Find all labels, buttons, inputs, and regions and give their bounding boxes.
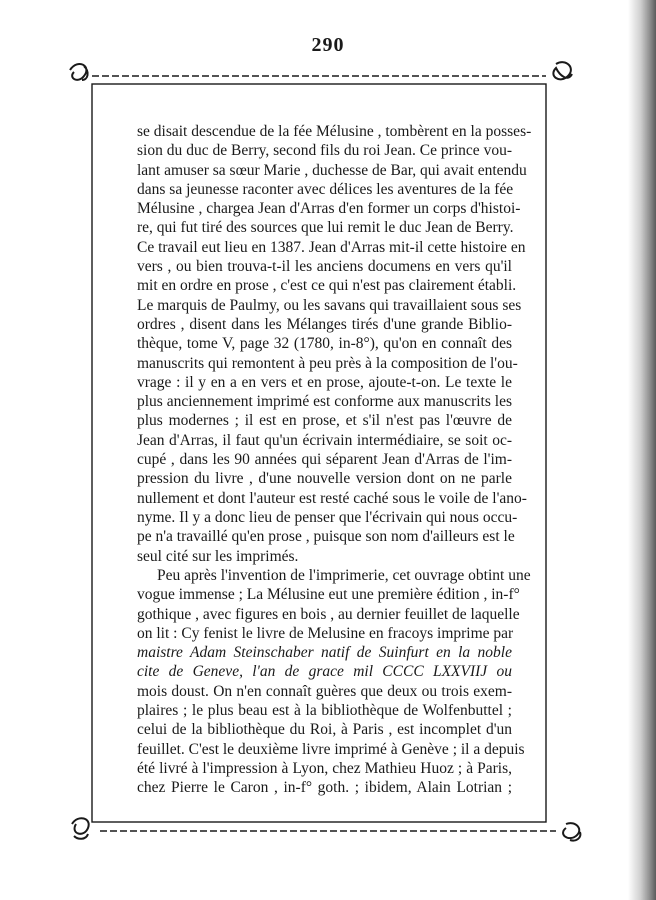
text-line: Ce travail eut lieu en 1387. Jean d'Arras mit-il cette histoire en (137, 238, 526, 256)
text-line: mois doust. On n'en connaît guères que deux ou trois exem- (137, 682, 512, 700)
text-line: vers , ou bien trouva-t-il les anciens documens en vers qu'il (137, 258, 512, 276)
text-line: Le marquis de Paulmy, ou les savans qui travaillaient sous ses (137, 296, 522, 314)
text-line: re, qui fut tiré des sources que lui remit le duc Jean de Berry. (137, 219, 514, 237)
text-line: lant amuser sa sœur Marie , duchesse de Bar, qui avait entendu (137, 161, 527, 179)
text-line: plaires ; le plus beau est à la bibliothèque de Wolfenbuttel ; (137, 702, 512, 720)
text-line: Peu après l'invention de l'imprimerie, cet ouvrage obtint une (157, 567, 531, 584)
text-line: maistre Adam Steinschaber natif de Suinfurt en la noble (137, 644, 512, 662)
text-line: seul cité sur les imprimés. (137, 547, 299, 565)
text-line: vogue immense ; La Mélusine eut une première édition , in-f° (137, 586, 520, 604)
text-line: vrage : il y en a en vers et en prose, ajoute-t-on. Le texte le (137, 373, 512, 391)
text-line: pe n'a travaillé qu'en prose , puisque son nom d'ailleurs est le (137, 528, 515, 546)
text-line: cite de Geneve, l'an de grace mil CCCC LXXVIIJ ou (137, 663, 512, 681)
text-line: Mélusine , chargea Jean d'Arras d'en former un corps d'histoi- (137, 200, 521, 218)
text-line: dans sa jeunesse raconter avec délices les aventures de la fée (137, 180, 514, 198)
text-line: manuscrits qui remontent à peu près à la composition de l'ou- (137, 354, 518, 372)
text-line: cupé , dans les 90 années qui séparent Jean d'Arras de l'im- (137, 451, 512, 469)
text-line: pression du livre , d'une nouvelle version dont on ne parle (137, 470, 512, 488)
text-line: feuillet. C'est le deuxième livre imprimé à Genève ; il a depuis (137, 740, 525, 758)
text-line: ordres , disent dans les Mélanges tirés d'une grande Biblio- (137, 315, 512, 333)
text-line: nullement et dont l'auteur est resté caché sous le voile de l'ano- (137, 489, 527, 507)
paragraph-2 (137, 566, 531, 798)
page-number: 290 (311, 34, 345, 56)
text-line: plus modernes ; il est en prose, et s'il n'est pas l'œuvre de (137, 412, 512, 430)
text-line: sion du duc de Berry, second fils du roi Jean. Ce prince vou- (137, 142, 512, 160)
text-line: thèque, tome V, page 32 (1780, in-8°), qu'on en connaît des (137, 335, 512, 353)
text-line: Jean d'Arras, il faut qu'un écrivain intermédiaire, se soit oc- (137, 431, 512, 449)
text-line: se disait descendue de la fée Mélusine , tombèrent en la posses- (137, 123, 532, 140)
text-line: on lit : Cy fenist le livre de Melusine en fracoys imprime par (137, 624, 514, 642)
text-line: gothique , avec figures en bois , au dernier feuillet de laquelle (137, 605, 520, 623)
text-line: plus anciennement imprimé est conforme aux manuscrits les (137, 393, 512, 411)
text-line: été livré à l'impression à Lyon, chez Mathieu Huoz ; à Paris, (137, 759, 512, 777)
text-line: celui de la bibliothèque du Roi, à Paris , est incomplet d'un (137, 721, 512, 739)
text-line: mit en ordre en prose , c'est ce qui n'est pas clairement établi. (137, 277, 517, 295)
paragraph-1 (137, 122, 532, 566)
text-line: nyme. Il y a donc lieu de penser que l'écrivain qui nous occu- (137, 508, 518, 526)
text-line: chez Pierre le Caron , in-f° goth. ; ibidem, Alain Lotrian ; (137, 779, 512, 797)
